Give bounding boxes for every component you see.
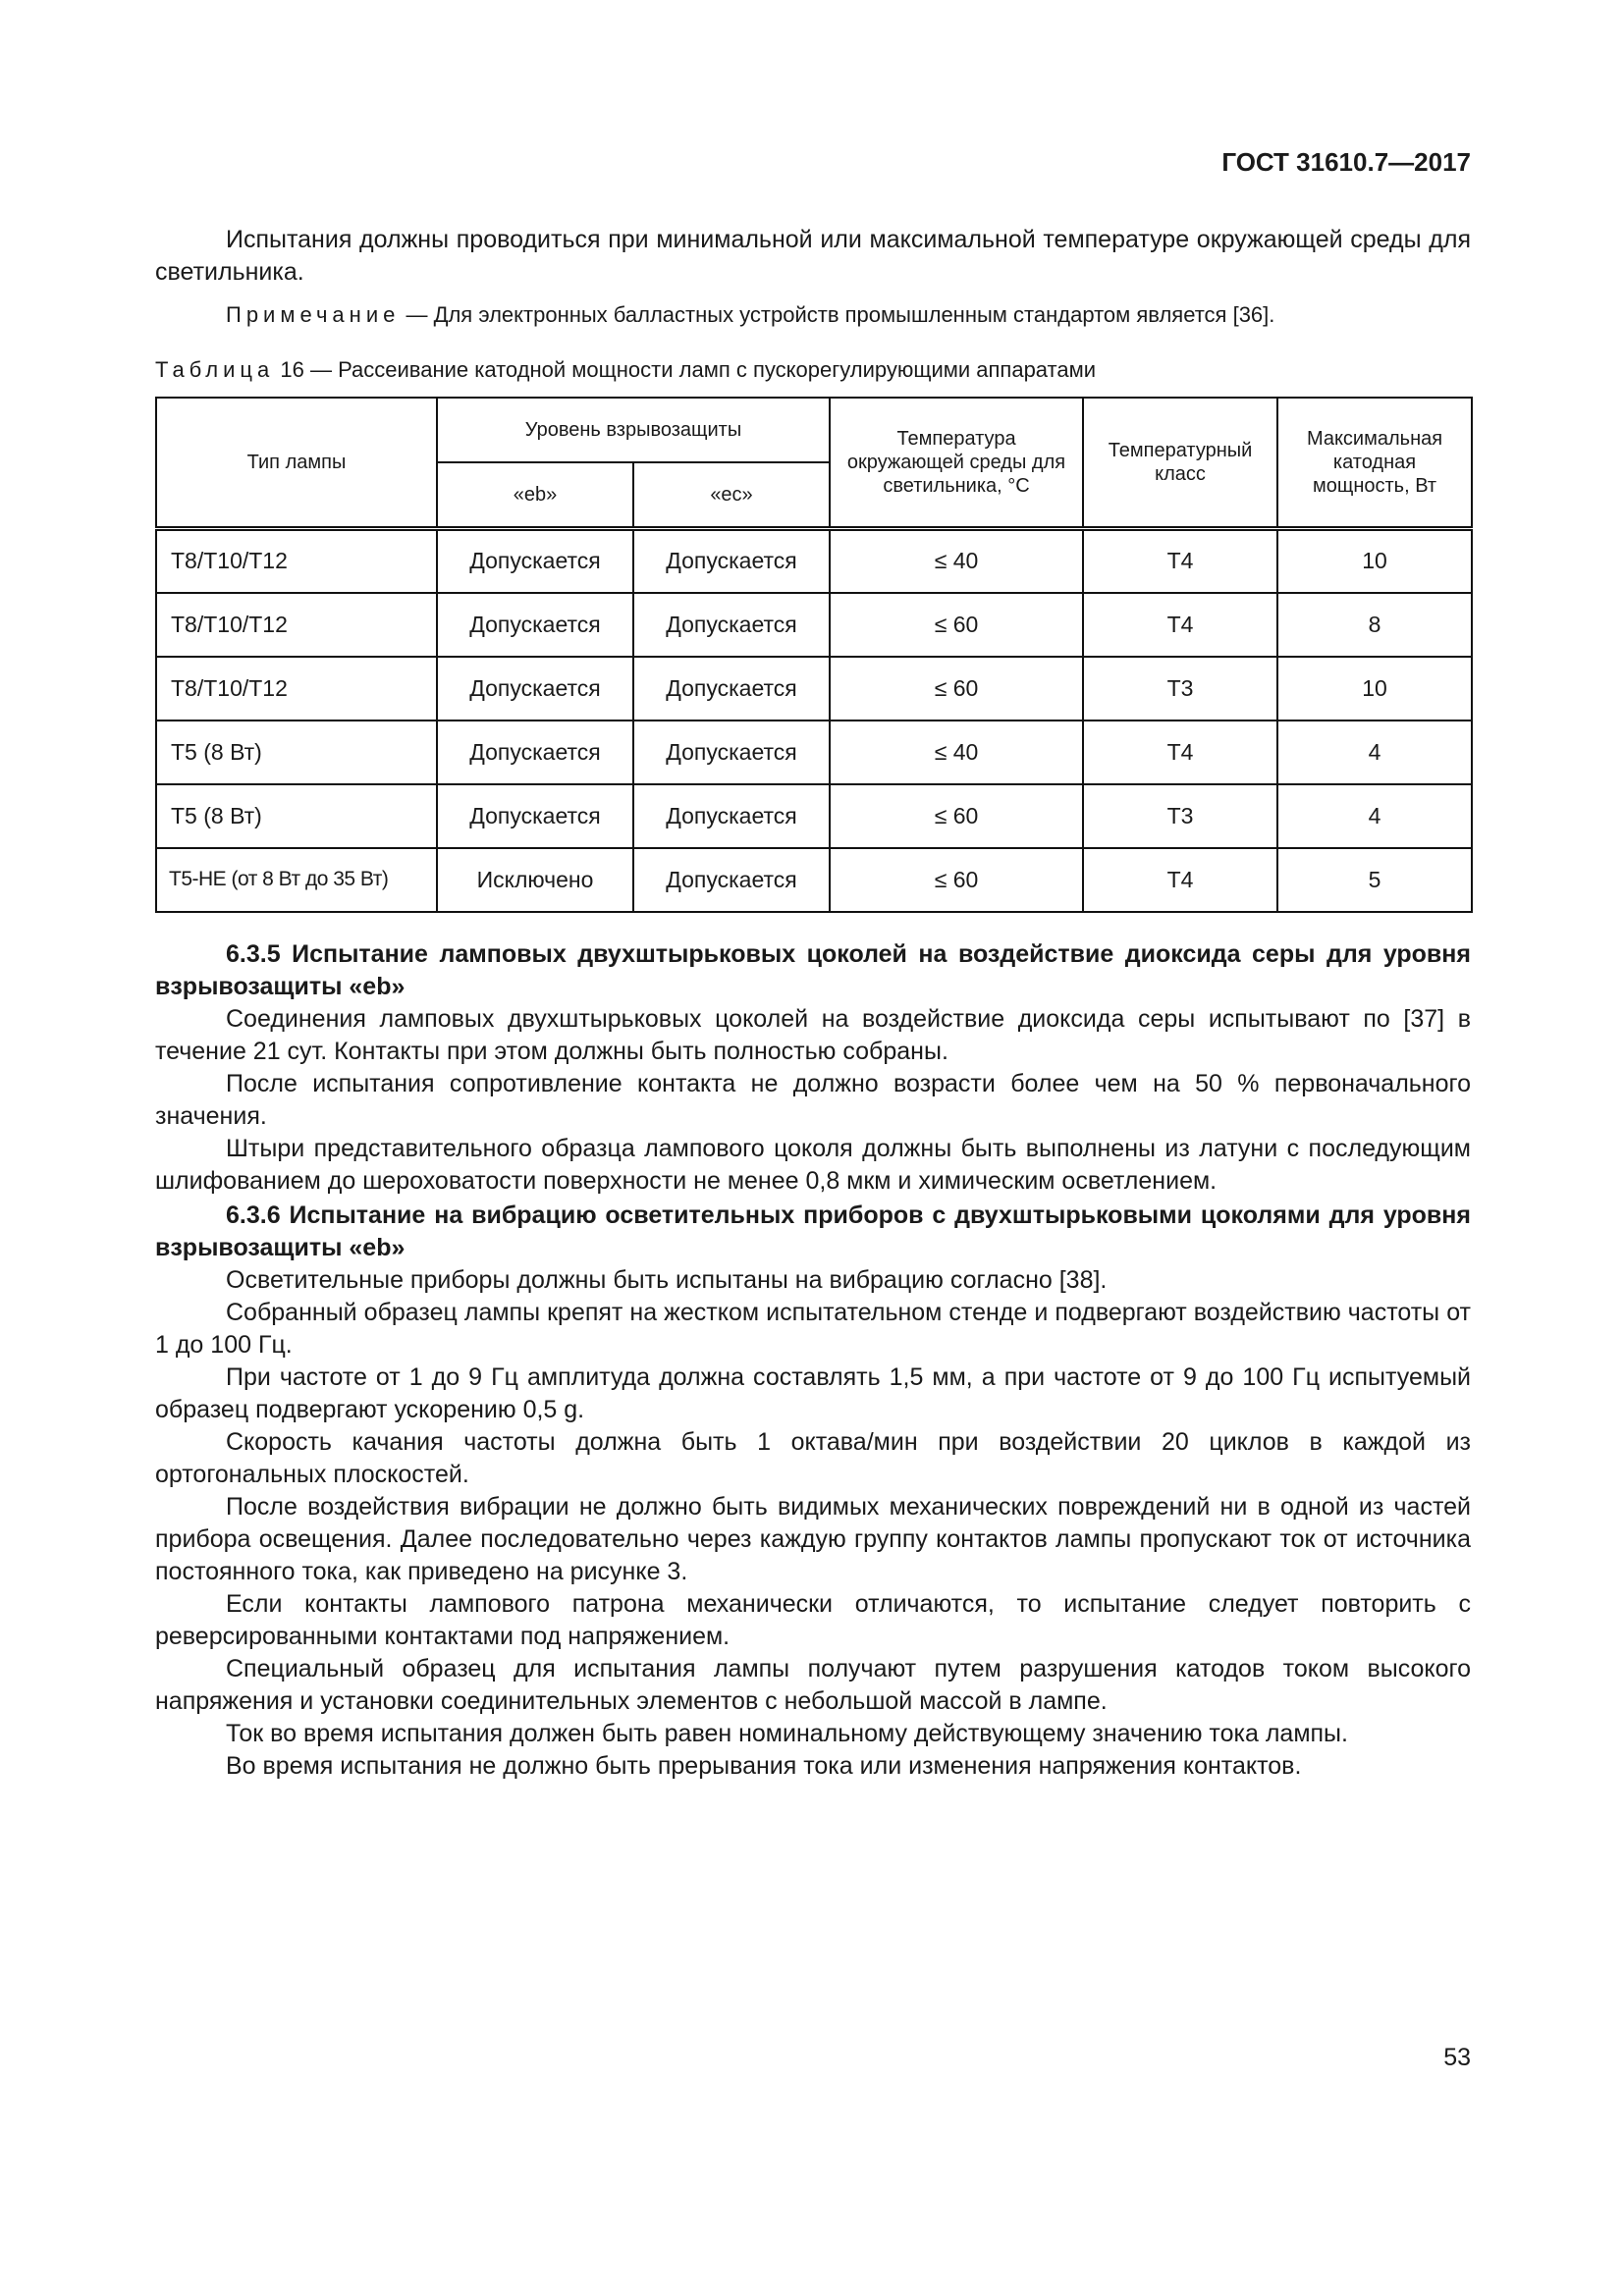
cell-temp: ≤ 60 — [830, 593, 1083, 657]
section-636-paragraph: Осветительные приборы должны быть испытаны на вибрацию согласно [38]. — [226, 1265, 1108, 1294]
header-temperature: Температура окружающей среды для светильника, °С — [830, 398, 1083, 529]
section-636-paragraph: После воздействия вибрации не должно быть видимых механических повреждений ни в одной из частей прибора освещения. Далее последовательно через каждую группу контактов лампы пропускают ток от источника постоянного тока, как приведено на рисунке 3. — [155, 1492, 1471, 1585]
cell-lamp: T5-HE (от 8 Вт до 35 Вт) — [156, 848, 437, 912]
note-text: — Для электронных балластных устройств промышленным стандартом является [36]. — [400, 302, 1275, 327]
header-ec: «ec» — [633, 462, 830, 529]
cell-ec: Допускается — [633, 529, 830, 593]
cell-ec: Допускается — [633, 721, 830, 784]
cell-eb: Допускается — [437, 593, 633, 657]
section-636-paragraph: Скорость качания частоты должна быть 1 октава/мин при воздействии 20 циклов в каждой из ортогональных плоскостей. — [155, 1427, 1471, 1488]
section-636-paragraph: Специальный образец для испытания лампы получают путем разрушения катодов током высокого напряжения и установки соединительных элементов с небольшой массой в лампе. — [155, 1654, 1471, 1715]
cell-temp: ≤ 60 — [830, 784, 1083, 848]
cell-power: 10 — [1277, 529, 1472, 593]
cell-ec: Допускается — [633, 848, 830, 912]
cell-lamp: T5 (8 Вт) — [156, 784, 437, 848]
cell-power: 4 — [1277, 721, 1472, 784]
section-636-paragraph: Собранный образец лампы крепят на жестком испытательном стенде и подвергают воздействию частоты от 1 до 100 Гц. — [155, 1298, 1471, 1359]
section-636-title: 6.3.6 Испытание на вибрацию осветительных приборов с двухштырьковыми цоколями для уровня взрывозащиты «eb» — [155, 1201, 1471, 1261]
cell-ec: Допускается — [633, 784, 830, 848]
table-row — [156, 848, 1472, 912]
cell-lamp: T8/T10/T12 — [156, 657, 437, 721]
section-636-paragraph: Ток во время испытания должен быть равен номинальному действующему значению тока лампы. — [226, 1719, 1348, 1747]
note-label: Примечание — [226, 302, 401, 327]
section-636-paragraph: При частоте от 1 до 9 Гц амплитуда должна составлять 1,5 мм, а при частоте от 9 до 100 Гц испытуемый образец подвергают ускорению 0,5 g. — [155, 1362, 1471, 1423]
note — [155, 300, 1471, 330]
cell-power: 10 — [1277, 657, 1472, 721]
page-number: 53 — [1443, 2044, 1471, 2071]
cell-eb: Допускается — [437, 721, 633, 784]
cell-lamp: T8/T10/T12 — [156, 593, 437, 657]
cell-class: Т4 — [1083, 848, 1277, 912]
cell-temp: ≤ 40 — [830, 721, 1083, 784]
section-636-paragraph: Если контакты лампового патрона механически отличаются, то испытание следует повторить с реверсированными контактами под напряжением. — [155, 1589, 1471, 1650]
cell-eb: Исключено — [437, 848, 633, 912]
table-caption-text: 16 — Рассеивание катодной мощности ламп с пускорегулирующими аппаратами — [274, 357, 1097, 382]
cell-eb: Допускается — [437, 529, 633, 593]
document-header: ГОСТ 31610.7—2017 — [1221, 147, 1471, 177]
table-16 — [155, 397, 1473, 913]
cell-lamp: T8/T10/T12 — [156, 529, 437, 593]
cell-eb: Допускается — [437, 784, 633, 848]
cell-temp: ≤ 40 — [830, 529, 1083, 593]
cell-temp: ≤ 60 — [830, 657, 1083, 721]
section-635-paragraph: Штыри представительного образца лампового цоколя должны быть выполнены из латуни с последующим шлифованием до шероховатости поверхности не менее 0,8 мкм и химическим осветлением. — [155, 1134, 1471, 1195]
intro-paragraph: Испытания должны проводиться при минимальной или максимальной температуре окружающей среды для светильника. — [155, 226, 1471, 286]
cell-power: 4 — [1277, 784, 1472, 848]
cell-class: Т3 — [1083, 784, 1277, 848]
section-635-paragraph: После испытания сопротивление контакта не должно возрасти более чем на 50 % первоначального значения. — [155, 1069, 1471, 1130]
header-max-power: Максимальная катодная мощность, Вт — [1277, 398, 1472, 529]
header-lamp-type: Тип лампы — [156, 398, 437, 529]
table-row — [156, 593, 1472, 657]
cell-ec: Допускается — [633, 657, 830, 721]
cell-eb: Допускается — [437, 657, 633, 721]
cell-class: Т4 — [1083, 593, 1277, 657]
header-eb: «eb» — [437, 462, 633, 529]
table-caption-label: Таблица — [155, 357, 275, 382]
page-content — [155, 224, 1471, 1783]
table-row — [156, 529, 1472, 593]
cell-temp: ≤ 60 — [830, 848, 1083, 912]
cell-power: 5 — [1277, 848, 1472, 912]
cell-class: Т3 — [1083, 657, 1277, 721]
table-row — [156, 721, 1472, 784]
header-temp-class: Температурный класс — [1083, 398, 1277, 529]
table-row — [156, 784, 1472, 848]
header-protection-level: Уровень взрывозащиты — [437, 398, 830, 462]
cell-power: 8 — [1277, 593, 1472, 657]
table-caption — [155, 355, 1471, 385]
cell-class: Т4 — [1083, 721, 1277, 784]
table-row — [156, 657, 1472, 721]
cell-class: Т4 — [1083, 529, 1277, 593]
section-635-paragraph: Соединения ламповых двухштырьковых цоколей на воздействие диоксида серы испытывают по [37] в течение 21 сут. Контакты при этом должны быть полностью собраны. — [155, 1004, 1471, 1065]
cell-ec: Допускается — [633, 593, 830, 657]
cell-lamp: T5 (8 Вт) — [156, 721, 437, 784]
section-635-title: 6.3.5 Испытание ламповых двухштырьковых цоколей на воздействие диоксида серы для уровня взрывозащиты «eb» — [155, 939, 1471, 1000]
section-636-paragraph: Во время испытания не должно быть прерывания тока или изменения напряжения контактов. — [226, 1751, 1302, 1780]
